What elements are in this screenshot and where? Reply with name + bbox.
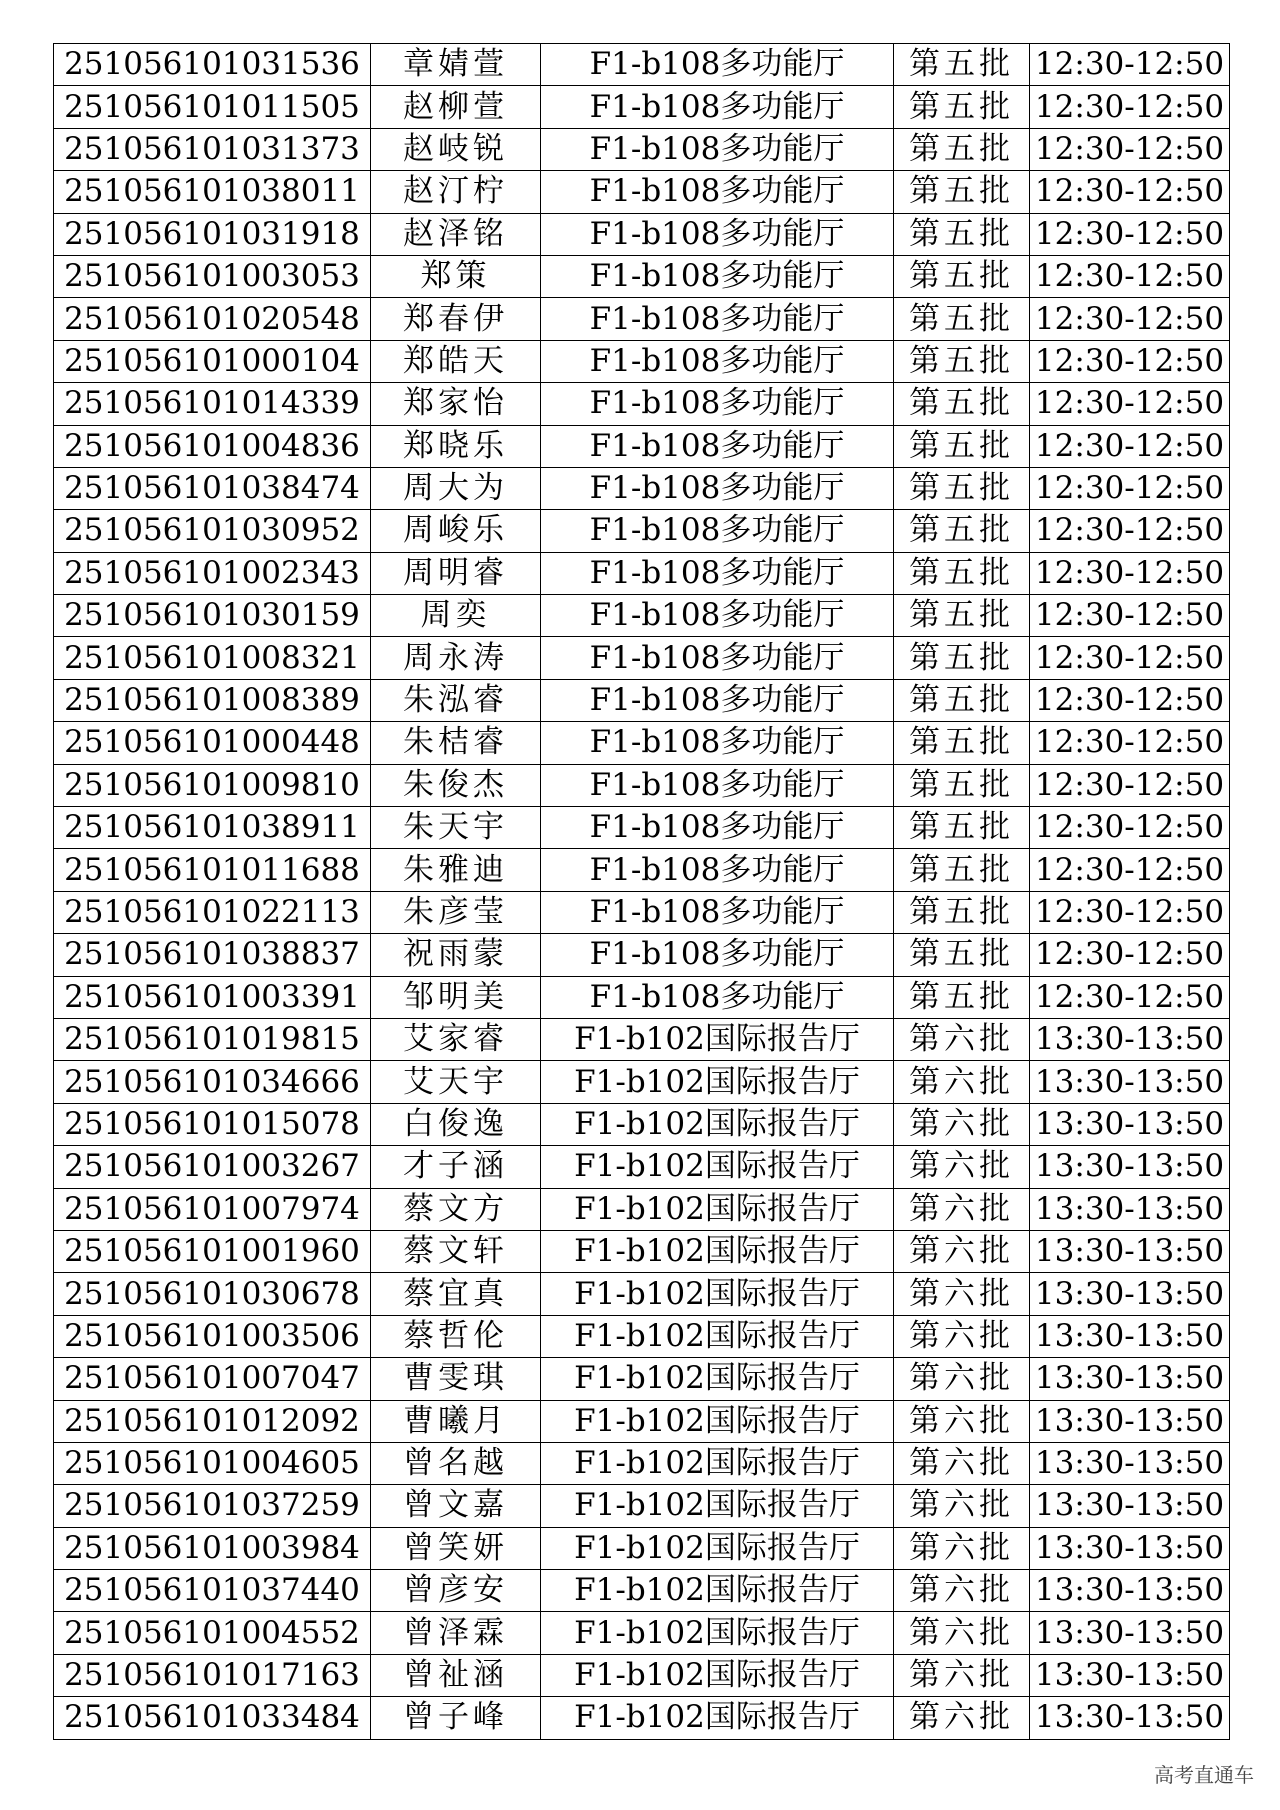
batch-cell: 第六批 [894, 1273, 1030, 1315]
candidate-name-cell: 白俊逸 [371, 1103, 541, 1145]
table-row [54, 425, 1230, 467]
candidate-id-cell: 251056101037440 [54, 1570, 371, 1612]
candidate-name-cell: 蔡文方 [371, 1188, 541, 1230]
batch-cell: 第五批 [894, 340, 1030, 382]
table-row [54, 1273, 1230, 1315]
time-slot-cell: 13:30-13:50 [1030, 1358, 1230, 1400]
table-row [54, 807, 1230, 849]
roster-table-body [54, 44, 1230, 1740]
candidate-name-cell: 章婧萱 [371, 44, 541, 86]
batch-cell: 第五批 [894, 807, 1030, 849]
candidate-id-cell: 251056101007047 [54, 1358, 371, 1400]
table-row [54, 1697, 1230, 1739]
table-row [54, 1061, 1230, 1103]
table-row [54, 44, 1230, 86]
venue-cell: F1-b108多功能厅 [541, 340, 894, 382]
venue-cell: F1-b102国际报告厅 [541, 1018, 894, 1060]
batch-cell: 第六批 [894, 1103, 1030, 1145]
time-slot-cell: 12:30-12:50 [1030, 679, 1230, 721]
candidate-name-cell: 曾笑妍 [371, 1527, 541, 1569]
candidate-id-cell: 251056101022113 [54, 891, 371, 933]
batch-cell: 第五批 [894, 722, 1030, 764]
candidate-id-cell: 251056101011505 [54, 86, 371, 128]
candidate-id-cell: 251056101004836 [54, 425, 371, 467]
table-row [54, 764, 1230, 806]
table-row [54, 86, 1230, 128]
candidate-name-cell: 郑策 [371, 255, 541, 297]
candidate-id-cell: 251056101003506 [54, 1315, 371, 1357]
time-slot-cell: 13:30-13:50 [1030, 1570, 1230, 1612]
time-slot-cell: 12:30-12:50 [1030, 298, 1230, 340]
candidate-name-cell: 郑家怡 [371, 383, 541, 425]
batch-cell: 第六批 [894, 1018, 1030, 1060]
batch-cell: 第五批 [894, 679, 1030, 721]
venue-cell: F1-b102国际报告厅 [541, 1103, 894, 1145]
batch-cell: 第五批 [894, 171, 1030, 213]
candidate-name-cell: 祝雨蒙 [371, 934, 541, 976]
table-row [54, 213, 1230, 255]
batch-cell: 第五批 [894, 552, 1030, 594]
candidate-name-cell: 朱彦莹 [371, 891, 541, 933]
batch-cell: 第六批 [894, 1358, 1030, 1400]
candidate-id-cell: 251056101030678 [54, 1273, 371, 1315]
venue-cell: F1-b108多功能厅 [541, 255, 894, 297]
venue-cell: F1-b102国际报告厅 [541, 1061, 894, 1103]
candidate-id-cell: 251056101003391 [54, 976, 371, 1018]
table-row [54, 1358, 1230, 1400]
venue-cell: F1-b108多功能厅 [541, 849, 894, 891]
candidate-name-cell: 赵柳萱 [371, 86, 541, 128]
table-row [54, 510, 1230, 552]
batch-cell: 第六批 [894, 1570, 1030, 1612]
roster-table [53, 43, 1230, 1740]
venue-cell: F1-b102国际报告厅 [541, 1358, 894, 1400]
time-slot-cell: 13:30-13:50 [1030, 1315, 1230, 1357]
batch-cell: 第五批 [894, 255, 1030, 297]
candidate-name-cell: 赵泽铭 [371, 213, 541, 255]
batch-cell: 第五批 [894, 637, 1030, 679]
venue-cell: F1-b108多功能厅 [541, 679, 894, 721]
candidate-name-cell: 才子涵 [371, 1146, 541, 1188]
candidate-name-cell: 郑晓乐 [371, 425, 541, 467]
time-slot-cell: 13:30-13:50 [1030, 1612, 1230, 1654]
time-slot-cell: 12:30-12:50 [1030, 383, 1230, 425]
table-row [54, 128, 1230, 170]
batch-cell: 第五批 [894, 595, 1030, 637]
batch-cell: 第五批 [894, 510, 1030, 552]
time-slot-cell: 12:30-12:50 [1030, 128, 1230, 170]
candidate-name-cell: 周大为 [371, 467, 541, 509]
table-row [54, 1612, 1230, 1654]
table-row [54, 1315, 1230, 1357]
time-slot-cell: 13:30-13:50 [1030, 1061, 1230, 1103]
venue-cell: F1-b102国际报告厅 [541, 1188, 894, 1230]
venue-cell: F1-b102国际报告厅 [541, 1273, 894, 1315]
venue-cell: F1-b108多功能厅 [541, 467, 894, 509]
watermark-text: 高考直通车 [1154, 1763, 1254, 1787]
table-row [54, 340, 1230, 382]
candidate-id-cell: 251056101030159 [54, 595, 371, 637]
candidate-id-cell: 251056101038474 [54, 467, 371, 509]
time-slot-cell: 13:30-13:50 [1030, 1230, 1230, 1272]
venue-cell: F1-b108多功能厅 [541, 86, 894, 128]
time-slot-cell: 12:30-12:50 [1030, 891, 1230, 933]
candidate-name-cell: 朱泓睿 [371, 679, 541, 721]
candidate-id-cell: 251056101002343 [54, 552, 371, 594]
time-slot-cell: 13:30-13:50 [1030, 1400, 1230, 1442]
table-row [54, 1230, 1230, 1272]
table-row [54, 595, 1230, 637]
candidate-id-cell: 251056101031918 [54, 213, 371, 255]
candidate-id-cell: 251056101030952 [54, 510, 371, 552]
batch-cell: 第六批 [894, 1188, 1030, 1230]
table-row [54, 1485, 1230, 1527]
candidate-id-cell: 251056101003267 [54, 1146, 371, 1188]
candidate-name-cell: 赵汀柠 [371, 171, 541, 213]
batch-cell: 第五批 [894, 128, 1030, 170]
table-row [54, 849, 1230, 891]
batch-cell: 第六批 [894, 1400, 1030, 1442]
candidate-id-cell: 251056101003053 [54, 255, 371, 297]
candidate-name-cell: 郑春伊 [371, 298, 541, 340]
table-row [54, 298, 1230, 340]
table-row [54, 1146, 1230, 1188]
time-slot-cell: 13:30-13:50 [1030, 1103, 1230, 1145]
batch-cell: 第六批 [894, 1442, 1030, 1484]
table-row [54, 255, 1230, 297]
candidate-id-cell: 251056101011688 [54, 849, 371, 891]
table-row [54, 976, 1230, 1018]
venue-cell: F1-b108多功能厅 [541, 764, 894, 806]
batch-cell: 第五批 [894, 213, 1030, 255]
candidate-id-cell: 251056101004552 [54, 1612, 371, 1654]
candidate-id-cell: 251056101034666 [54, 1061, 371, 1103]
batch-cell: 第五批 [894, 383, 1030, 425]
time-slot-cell: 12:30-12:50 [1030, 510, 1230, 552]
venue-cell: F1-b108多功能厅 [541, 722, 894, 764]
candidate-name-cell: 郑皓天 [371, 340, 541, 382]
candidate-name-cell: 曾文嘉 [371, 1485, 541, 1527]
venue-cell: F1-b108多功能厅 [541, 637, 894, 679]
candidate-id-cell: 251056101020548 [54, 298, 371, 340]
venue-cell: F1-b108多功能厅 [541, 976, 894, 1018]
venue-cell: F1-b102国际报告厅 [541, 1527, 894, 1569]
batch-cell: 第五批 [894, 891, 1030, 933]
time-slot-cell: 12:30-12:50 [1030, 213, 1230, 255]
time-slot-cell: 12:30-12:50 [1030, 764, 1230, 806]
candidate-id-cell: 251056101019815 [54, 1018, 371, 1060]
table-row [54, 1188, 1230, 1230]
table-row [54, 1400, 1230, 1442]
venue-cell: F1-b108多功能厅 [541, 510, 894, 552]
candidate-name-cell: 朱桔睿 [371, 722, 541, 764]
time-slot-cell: 12:30-12:50 [1030, 467, 1230, 509]
time-slot-cell: 12:30-12:50 [1030, 255, 1230, 297]
venue-cell: F1-b108多功能厅 [541, 552, 894, 594]
venue-cell: F1-b108多功能厅 [541, 425, 894, 467]
candidate-id-cell: 251056101037259 [54, 1485, 371, 1527]
venue-cell: F1-b102国际报告厅 [541, 1697, 894, 1739]
candidate-id-cell: 251056101038911 [54, 807, 371, 849]
candidate-name-cell: 曾子峰 [371, 1697, 541, 1739]
venue-cell: F1-b108多功能厅 [541, 213, 894, 255]
candidate-name-cell: 艾天宇 [371, 1061, 541, 1103]
batch-cell: 第五批 [894, 467, 1030, 509]
batch-cell: 第六批 [894, 1697, 1030, 1739]
table-row [54, 722, 1230, 764]
venue-cell: F1-b102国际报告厅 [541, 1146, 894, 1188]
batch-cell: 第五批 [894, 425, 1030, 467]
venue-cell: F1-b108多功能厅 [541, 891, 894, 933]
table-row [54, 552, 1230, 594]
time-slot-cell: 13:30-13:50 [1030, 1273, 1230, 1315]
venue-cell: F1-b108多功能厅 [541, 128, 894, 170]
candidate-name-cell: 蔡哲伦 [371, 1315, 541, 1357]
time-slot-cell: 13:30-13:50 [1030, 1485, 1230, 1527]
table-row [54, 1527, 1230, 1569]
candidate-name-cell: 朱俊杰 [371, 764, 541, 806]
candidate-name-cell: 朱雅迪 [371, 849, 541, 891]
venue-cell: F1-b108多功能厅 [541, 171, 894, 213]
table-row [54, 171, 1230, 213]
time-slot-cell: 12:30-12:50 [1030, 637, 1230, 679]
table-row [54, 1103, 1230, 1145]
venue-cell: F1-b102国际报告厅 [541, 1442, 894, 1484]
time-slot-cell: 12:30-12:50 [1030, 86, 1230, 128]
table-row [54, 934, 1230, 976]
table-row [54, 467, 1230, 509]
time-slot-cell: 12:30-12:50 [1030, 425, 1230, 467]
candidate-id-cell: 251056101033484 [54, 1697, 371, 1739]
time-slot-cell: 12:30-12:50 [1030, 552, 1230, 594]
candidate-name-cell: 艾家睿 [371, 1018, 541, 1060]
candidate-id-cell: 251056101017163 [54, 1654, 371, 1696]
venue-cell: F1-b108多功能厅 [541, 383, 894, 425]
time-slot-cell: 13:30-13:50 [1030, 1188, 1230, 1230]
time-slot-cell: 13:30-13:50 [1030, 1654, 1230, 1696]
table-row [54, 1018, 1230, 1060]
venue-cell: F1-b102国际报告厅 [541, 1230, 894, 1272]
candidate-name-cell: 曾泽霖 [371, 1612, 541, 1654]
batch-cell: 第五批 [894, 849, 1030, 891]
table-row [54, 891, 1230, 933]
table-row [54, 383, 1230, 425]
venue-cell: F1-b102国际报告厅 [541, 1485, 894, 1527]
batch-cell: 第五批 [894, 934, 1030, 976]
time-slot-cell: 12:30-12:50 [1030, 44, 1230, 86]
time-slot-cell: 12:30-12:50 [1030, 807, 1230, 849]
time-slot-cell: 13:30-13:50 [1030, 1442, 1230, 1484]
batch-cell: 第六批 [894, 1146, 1030, 1188]
batch-cell: 第六批 [894, 1654, 1030, 1696]
time-slot-cell: 12:30-12:50 [1030, 340, 1230, 382]
candidate-name-cell: 蔡宜真 [371, 1273, 541, 1315]
batch-cell: 第六批 [894, 1230, 1030, 1272]
venue-cell: F1-b102国际报告厅 [541, 1612, 894, 1654]
table-row [54, 1570, 1230, 1612]
candidate-name-cell: 曹雯琪 [371, 1358, 541, 1400]
batch-cell: 第六批 [894, 1061, 1030, 1103]
candidate-id-cell: 251056101004605 [54, 1442, 371, 1484]
time-slot-cell: 12:30-12:50 [1030, 976, 1230, 1018]
time-slot-cell: 13:30-13:50 [1030, 1018, 1230, 1060]
candidate-id-cell: 251056101001960 [54, 1230, 371, 1272]
venue-cell: F1-b108多功能厅 [541, 298, 894, 340]
candidate-id-cell: 251056101000104 [54, 340, 371, 382]
venue-cell: F1-b102国际报告厅 [541, 1400, 894, 1442]
batch-cell: 第五批 [894, 976, 1030, 1018]
time-slot-cell: 12:30-12:50 [1030, 849, 1230, 891]
venue-cell: F1-b108多功能厅 [541, 807, 894, 849]
candidate-name-cell: 曾祉涵 [371, 1654, 541, 1696]
candidate-id-cell: 251056101000448 [54, 722, 371, 764]
time-slot-cell: 12:30-12:50 [1030, 595, 1230, 637]
candidate-id-cell: 251056101008389 [54, 679, 371, 721]
table-row [54, 1654, 1230, 1696]
table-row [54, 679, 1230, 721]
candidate-name-cell: 曹曦月 [371, 1400, 541, 1442]
candidate-id-cell: 251056101007974 [54, 1188, 371, 1230]
candidate-id-cell: 251056101038837 [54, 934, 371, 976]
candidate-id-cell: 251056101015078 [54, 1103, 371, 1145]
venue-cell: F1-b102国际报告厅 [541, 1570, 894, 1612]
candidate-name-cell: 周明睿 [371, 552, 541, 594]
candidate-name-cell: 曾彦安 [371, 1570, 541, 1612]
candidate-id-cell: 251056101012092 [54, 1400, 371, 1442]
time-slot-cell: 13:30-13:50 [1030, 1146, 1230, 1188]
time-slot-cell: 13:30-13:50 [1030, 1697, 1230, 1739]
candidate-name-cell: 朱天宇 [371, 807, 541, 849]
venue-cell: F1-b108多功能厅 [541, 934, 894, 976]
table-row [54, 1442, 1230, 1484]
candidate-id-cell: 251056101014339 [54, 383, 371, 425]
candidate-name-cell: 蔡文轩 [371, 1230, 541, 1272]
candidate-name-cell: 曾名越 [371, 1442, 541, 1484]
batch-cell: 第五批 [894, 298, 1030, 340]
candidate-name-cell: 周奕 [371, 595, 541, 637]
time-slot-cell: 12:30-12:50 [1030, 934, 1230, 976]
candidate-name-cell: 周峻乐 [371, 510, 541, 552]
venue-cell: F1-b102国际报告厅 [541, 1315, 894, 1357]
batch-cell: 第六批 [894, 1485, 1030, 1527]
batch-cell: 第六批 [894, 1612, 1030, 1654]
time-slot-cell: 12:30-12:50 [1030, 722, 1230, 764]
candidate-id-cell: 251056101008321 [54, 637, 371, 679]
batch-cell: 第六批 [894, 1315, 1030, 1357]
candidate-id-cell: 251056101003984 [54, 1527, 371, 1569]
batch-cell: 第五批 [894, 44, 1030, 86]
batch-cell: 第五批 [894, 86, 1030, 128]
candidate-name-cell: 赵岐锐 [371, 128, 541, 170]
venue-cell: F1-b102国际报告厅 [541, 1654, 894, 1696]
batch-cell: 第五批 [894, 764, 1030, 806]
candidate-name-cell: 邹明美 [371, 976, 541, 1018]
batch-cell: 第六批 [894, 1527, 1030, 1569]
candidate-id-cell: 251056101031536 [54, 44, 371, 86]
candidate-id-cell: 251056101031373 [54, 128, 371, 170]
table-row [54, 637, 1230, 679]
venue-cell: F1-b108多功能厅 [541, 595, 894, 637]
time-slot-cell: 12:30-12:50 [1030, 171, 1230, 213]
time-slot-cell: 13:30-13:50 [1030, 1527, 1230, 1569]
candidate-id-cell: 251056101009810 [54, 764, 371, 806]
candidate-name-cell: 周永涛 [371, 637, 541, 679]
venue-cell: F1-b108多功能厅 [541, 44, 894, 86]
candidate-id-cell: 251056101038011 [54, 171, 371, 213]
